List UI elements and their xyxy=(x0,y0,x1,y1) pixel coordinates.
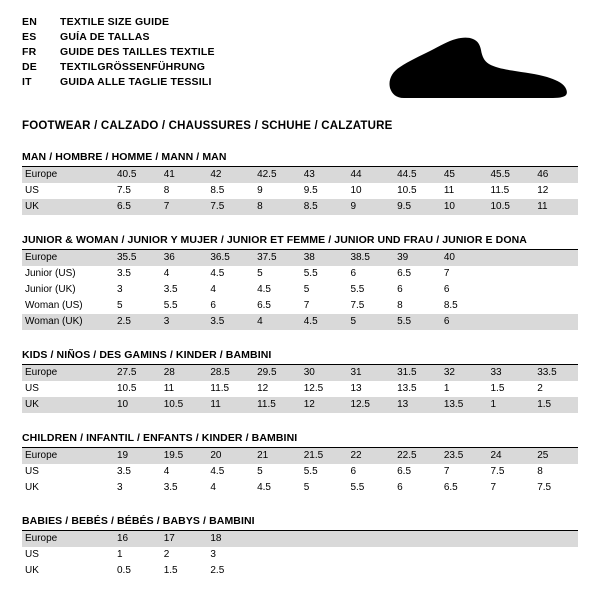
table-row xyxy=(22,448,578,464)
size-cell: 17 xyxy=(158,531,205,547)
size-cell: 6 xyxy=(210,300,216,311)
group-children xyxy=(22,432,578,496)
table-row xyxy=(22,167,578,183)
size-table-kids xyxy=(22,365,578,413)
table-row xyxy=(22,365,578,381)
size-cell: 7 xyxy=(443,466,450,477)
table-row xyxy=(22,183,578,199)
size-cell: 44.5 xyxy=(391,167,438,183)
group-junior-woman xyxy=(22,234,578,330)
row-label: US xyxy=(25,185,39,196)
size-cell: 7.5 xyxy=(490,466,505,477)
size-cell: 1 xyxy=(443,383,450,394)
size-cell: 36 xyxy=(158,250,205,266)
language-row xyxy=(22,76,215,91)
row-label: US xyxy=(25,549,39,560)
row-label: Europe xyxy=(22,448,111,464)
size-cell: 5.5 xyxy=(303,466,318,477)
size-cell: 42.5 xyxy=(251,167,298,183)
size-cell: 4 xyxy=(163,466,170,477)
row-label: Europe xyxy=(22,531,111,547)
size-table-junior-woman xyxy=(22,250,578,330)
size-cell: 1 xyxy=(117,549,123,560)
size-cell: 3 xyxy=(158,314,205,330)
size-cell: 11 xyxy=(163,383,175,394)
language-code: EN xyxy=(22,16,37,28)
size-cell: 5 xyxy=(117,300,123,311)
size-cell xyxy=(485,314,532,330)
size-cell xyxy=(531,282,578,298)
size-cell: 21.5 xyxy=(298,448,345,464)
language-title: GUÍA DE TALLAS xyxy=(60,31,150,43)
size-cell: 42 xyxy=(204,167,251,183)
size-cell: 12 xyxy=(257,383,269,394)
table-row xyxy=(22,397,578,413)
language-code: IT xyxy=(22,76,32,88)
row-label: Europe xyxy=(22,365,111,381)
size-cell-empty xyxy=(531,531,578,547)
size-cell: 2 xyxy=(163,549,170,560)
size-cell: 8.5 xyxy=(298,199,345,215)
language-row xyxy=(22,31,215,46)
size-cell: 1.5 xyxy=(490,383,505,394)
size-cell: 6 xyxy=(397,482,403,493)
size-cell: 32 xyxy=(438,365,485,381)
size-cell: 7.5 xyxy=(537,482,552,493)
size-cell: 31.5 xyxy=(391,365,438,381)
size-cell: 38.5 xyxy=(344,250,391,266)
size-cell: 13 xyxy=(350,383,362,394)
table-row xyxy=(22,464,578,480)
size-cell: 2 xyxy=(537,383,543,394)
row-label: Europe xyxy=(22,167,111,183)
size-cell-empty xyxy=(531,547,578,563)
size-cell: 6.5 xyxy=(111,199,158,215)
size-cell-empty xyxy=(485,563,532,579)
row-label: Woman (UK) xyxy=(22,314,111,330)
size-cell: 13.5 xyxy=(397,383,417,394)
size-cell: 5.5 xyxy=(303,268,318,279)
size-cell: 6 xyxy=(350,466,356,477)
table-row xyxy=(22,282,578,298)
size-cell: 3 xyxy=(117,284,123,295)
size-cell: 12 xyxy=(298,397,345,413)
size-cell: 8 xyxy=(537,466,543,477)
size-cell: 1 xyxy=(485,397,532,413)
language-title-list xyxy=(22,16,215,91)
size-cell: 39 xyxy=(391,250,438,266)
size-cell: 8 xyxy=(251,199,298,215)
size-cell: 6 xyxy=(397,284,403,295)
size-cell: 4 xyxy=(210,284,216,295)
size-cell: 9.5 xyxy=(391,199,438,215)
size-cell: 16 xyxy=(111,531,158,547)
size-cell: 10 xyxy=(350,185,362,196)
size-cell xyxy=(485,282,532,298)
size-cell: 11.5 xyxy=(210,383,230,394)
size-cell: 6.5 xyxy=(397,268,412,279)
size-cell: 4.5 xyxy=(210,466,225,477)
size-cell: 28 xyxy=(158,365,205,381)
size-cell: 8 xyxy=(163,185,170,196)
size-cell: 7.5 xyxy=(350,300,365,311)
size-cell: 7 xyxy=(303,300,310,311)
size-cell: 5.5 xyxy=(350,284,365,295)
size-cell-empty xyxy=(298,531,345,547)
size-cell: 22.5 xyxy=(391,448,438,464)
size-cell: 45 xyxy=(438,167,485,183)
size-cell: 1.5 xyxy=(163,565,178,576)
size-cell: 7 xyxy=(490,482,497,493)
size-cell xyxy=(485,250,532,266)
size-cell: 12.5 xyxy=(303,383,324,394)
size-cell: 7 xyxy=(443,268,450,279)
size-cell: 3.5 xyxy=(117,268,131,279)
size-cell: 11.5 xyxy=(251,397,298,413)
language-title: GUIDA ALLE TAGLIE TESSILI xyxy=(60,76,212,88)
size-cell: 6.5 xyxy=(257,300,271,311)
row-label: US xyxy=(25,383,39,394)
size-cell: 25 xyxy=(531,448,578,464)
size-cell: 13.5 xyxy=(438,397,485,413)
row-label: UK xyxy=(25,565,39,576)
size-cell: 10.5 xyxy=(485,199,532,215)
size-cell: 41 xyxy=(158,167,205,183)
size-cell: 35.5 xyxy=(111,250,158,266)
size-cell: 12.5 xyxy=(344,397,391,413)
size-cell: 10 xyxy=(438,199,485,215)
size-cell xyxy=(531,250,578,266)
size-cell: 7 xyxy=(158,199,205,215)
size-cell: 4.5 xyxy=(257,482,271,493)
language-code: FR xyxy=(22,46,37,58)
size-cell: 3.5 xyxy=(163,482,178,493)
size-cell: 6.5 xyxy=(443,482,458,493)
size-cell-empty xyxy=(344,547,391,563)
size-cell: 43 xyxy=(298,167,345,183)
size-cell: 6 xyxy=(438,314,485,330)
size-cell: 28.5 xyxy=(204,365,251,381)
size-cell: 5 xyxy=(303,284,310,295)
language-row xyxy=(22,61,215,76)
size-cell-empty xyxy=(251,531,298,547)
size-cell: 5.5 xyxy=(350,482,365,493)
size-cell: 27.5 xyxy=(111,365,158,381)
size-cell: 9 xyxy=(257,185,263,196)
size-cell-empty xyxy=(298,563,345,579)
size-cell: 3.5 xyxy=(163,284,178,295)
size-cell: 2.5 xyxy=(111,314,158,330)
document-header xyxy=(22,16,578,108)
size-cell: 11 xyxy=(443,185,455,196)
language-title: GUIDE DES TAILLES TEXTILE xyxy=(60,46,215,58)
size-cell-empty xyxy=(391,547,438,563)
size-cell: 4 xyxy=(210,482,216,493)
language-title: TEXTILE SIZE GUIDE xyxy=(60,16,170,28)
size-cell: 5 xyxy=(344,314,391,330)
table-row xyxy=(22,381,578,397)
size-cell: 40 xyxy=(438,250,485,266)
size-cell: 4.5 xyxy=(298,314,345,330)
size-cell: 8.5 xyxy=(210,185,225,196)
size-cell: 23.5 xyxy=(438,448,485,464)
language-title: TEXTILGRÖSSENFÜHRUNG xyxy=(60,61,206,73)
size-cell-empty xyxy=(531,563,578,579)
size-cell: 29.5 xyxy=(251,365,298,381)
category-title: FOOTWEAR / CALZADO / CHAUSSURES / SCHUHE / CALZATURE xyxy=(22,120,393,132)
table-row xyxy=(22,250,578,266)
size-cell: 21 xyxy=(251,448,298,464)
size-cell-empty xyxy=(344,531,391,547)
size-cell-empty xyxy=(391,563,438,579)
language-code: ES xyxy=(22,31,37,43)
size-table-babies xyxy=(22,531,578,579)
size-cell: 10 xyxy=(111,397,158,413)
size-cell: 8 xyxy=(397,300,403,311)
size-cell: 44 xyxy=(344,167,391,183)
size-cell: 38 xyxy=(298,250,345,266)
size-cell: 5.5 xyxy=(391,314,438,330)
size-cell xyxy=(485,266,532,282)
size-cell-empty xyxy=(298,547,345,563)
size-cell: 11.5 xyxy=(490,185,510,196)
size-cell: 9.5 xyxy=(303,185,318,196)
group-babies xyxy=(22,515,578,579)
size-cell-empty xyxy=(485,547,532,563)
size-cell-empty xyxy=(251,547,298,563)
row-label: UK xyxy=(22,199,111,215)
row-label: UK xyxy=(25,482,39,493)
language-code: DE xyxy=(22,61,37,73)
size-cell: 9 xyxy=(344,199,391,215)
size-cell: 0.5 xyxy=(117,565,131,576)
table-row xyxy=(22,547,578,563)
size-cell: 3 xyxy=(117,482,123,493)
size-cell: 24 xyxy=(485,448,532,464)
size-cell: 5 xyxy=(257,466,263,477)
size-cell: 4 xyxy=(251,314,298,330)
group-man xyxy=(22,151,578,215)
size-cell: 6.5 xyxy=(397,466,412,477)
size-cell: 8.5 xyxy=(443,300,458,311)
size-cell: 45.5 xyxy=(485,167,532,183)
size-cell: 6 xyxy=(350,268,356,279)
size-cell xyxy=(531,314,578,330)
size-cell: 3.5 xyxy=(117,466,131,477)
group-title: JUNIOR & WOMAN / JUNIOR Y MUJER / JUNIOR ET FEMME / JUNIOR UND FRAU / JUNIOR E DONA xyxy=(22,234,578,250)
size-cell: 13 xyxy=(391,397,438,413)
row-label: Woman (US) xyxy=(25,300,83,311)
size-cell: 19 xyxy=(111,448,158,464)
group-title: MAN / HOMBRE / HOMME / MANN / MAN xyxy=(22,151,578,167)
table-row xyxy=(22,563,578,579)
row-label: Europe xyxy=(22,250,111,266)
size-cell xyxy=(531,266,578,282)
size-cell: 46 xyxy=(531,167,578,183)
size-table-man xyxy=(22,167,578,215)
size-cell: 40.5 xyxy=(111,167,158,183)
table-row xyxy=(22,199,578,215)
size-cell: 7.5 xyxy=(117,185,131,196)
group-title: KIDS / NIÑOS / DES GAMINS / KINDER / BAMBINI xyxy=(22,349,578,365)
language-row xyxy=(22,46,215,61)
dress-shoe-icon xyxy=(382,34,572,104)
group-kids xyxy=(22,349,578,413)
table-row xyxy=(22,314,578,330)
size-cell: 5.5 xyxy=(163,300,178,311)
size-cell: 11 xyxy=(204,397,251,413)
size-cell: 2.5 xyxy=(210,565,225,576)
table-row xyxy=(22,298,578,314)
table-row xyxy=(22,266,578,282)
size-cell: 33 xyxy=(485,365,532,381)
language-row xyxy=(22,16,215,31)
size-cell: 5 xyxy=(303,482,310,493)
size-cell: 11 xyxy=(531,199,578,215)
size-cell: 19.5 xyxy=(158,448,205,464)
size-cell: 31 xyxy=(344,365,391,381)
group-title: CHILDREN / INFANTIL / ENFANTS / KINDER / BAMBINI xyxy=(22,432,578,448)
size-cell: 18 xyxy=(204,531,251,547)
size-cell: 4.5 xyxy=(210,268,225,279)
row-label: US xyxy=(25,466,39,477)
size-cell: 5 xyxy=(257,268,263,279)
size-cell: 4 xyxy=(163,268,170,279)
table-row xyxy=(22,531,578,547)
size-cell-empty xyxy=(438,563,485,579)
size-cell: 12 xyxy=(537,185,549,196)
row-label: Junior (UK) xyxy=(25,284,76,295)
table-row xyxy=(22,480,578,496)
size-cell: 10.5 xyxy=(117,383,137,394)
size-cell xyxy=(531,298,578,314)
size-cell-empty xyxy=(391,531,438,547)
size-cell-empty xyxy=(251,563,298,579)
size-cell: 10.5 xyxy=(158,397,205,413)
size-cell: 37.5 xyxy=(251,250,298,266)
size-cell: 3 xyxy=(210,549,216,560)
size-cell: 30 xyxy=(298,365,345,381)
size-cell: 36.5 xyxy=(204,250,251,266)
group-title: BABIES / BEBÉS / BÉBÉS / BABYS / BAMBINI xyxy=(22,515,578,531)
size-cell: 20 xyxy=(204,448,251,464)
size-cell: 1.5 xyxy=(531,397,578,413)
size-cell: 6 xyxy=(443,284,450,295)
size-cell: 10.5 xyxy=(397,185,417,196)
size-cell: 3.5 xyxy=(204,314,251,330)
size-cell-empty xyxy=(485,531,532,547)
size-cell: 22 xyxy=(344,448,391,464)
row-label: Junior (US) xyxy=(25,268,76,279)
size-cell: 33.5 xyxy=(531,365,578,381)
size-cell xyxy=(485,298,532,314)
size-cell-empty xyxy=(344,563,391,579)
size-table-children xyxy=(22,448,578,496)
row-label: UK xyxy=(22,397,111,413)
size-cell: 7.5 xyxy=(204,199,251,215)
size-cell: 4.5 xyxy=(257,284,271,295)
size-cell-empty xyxy=(438,547,485,563)
size-cell-empty xyxy=(438,531,485,547)
